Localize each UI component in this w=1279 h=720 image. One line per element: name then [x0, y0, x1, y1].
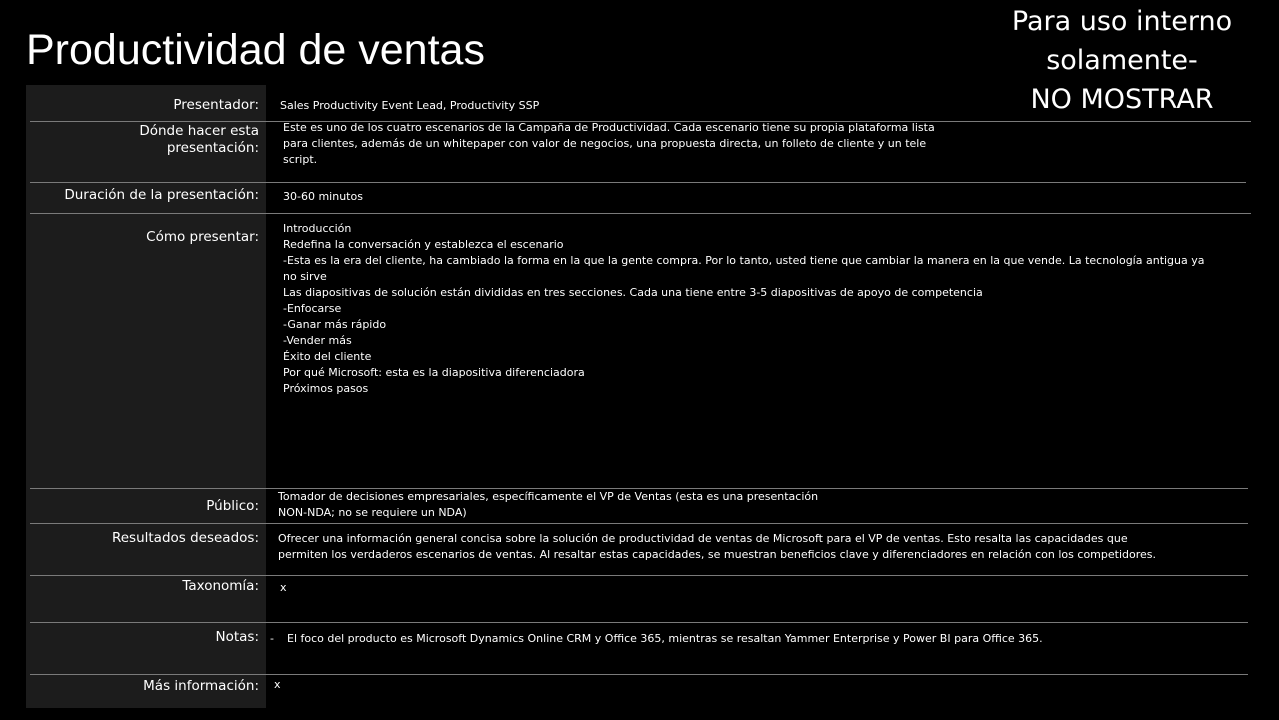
internal-use-notice — [1000, 2, 1244, 119]
audience-label: Público: — [206, 498, 259, 514]
results-value — [278, 531, 1156, 563]
how-line: Éxito del cliente — [283, 350, 372, 363]
notes-label: Notas: — [215, 629, 259, 645]
results-line: Ofrecer una información general concisa sobre la solución de productividad de ventas de Microsoft para el VP de ventas. Esto resalta las capacidades que — [278, 532, 1128, 545]
more-info-text: x — [274, 678, 281, 691]
taxonomy-label: Taxonomía: — [182, 578, 259, 594]
notes-bullet — [270, 631, 274, 647]
notes-value — [287, 631, 1043, 647]
row-divider — [30, 213, 1251, 214]
how-label: Cómo presentar: — [146, 229, 259, 245]
how-line: no sirve — [283, 270, 327, 283]
notes-bullet-mark: - — [270, 632, 274, 645]
how-value — [283, 221, 1205, 397]
how-line: Redefina la conversación y establezca el escenario — [283, 238, 564, 251]
where-line: Este es uno de los cuatro escenarios de la Campaña de Productividad. Cada escenario tiene su propia plataforma lista — [283, 121, 935, 134]
where-line: script. — [283, 153, 318, 166]
more-info-label: Más información: — [143, 678, 259, 694]
presenter-value — [280, 98, 539, 114]
how-line: Por qué Microsoft: esta es la diapositiva diferenciadora — [283, 366, 585, 379]
page-title: Productividad de ventas — [26, 26, 485, 74]
row-divider — [30, 182, 1246, 183]
how-line: Las diapositivas de solución están divididas en tres secciones. Cada una tiene entre 3-5 diapositivas de apoyo de competencia — [283, 286, 983, 299]
how-line: -Ganar más rápido — [283, 318, 387, 331]
audience-value — [278, 489, 818, 521]
notice-line-2: solamente- — [1046, 45, 1198, 76]
how-line: -Vender más — [283, 334, 352, 347]
audience-line: Tomador de decisiones empresariales, específicamente el VP de Ventas (esta es una presentación — [278, 490, 819, 503]
how-line: -Esta es la era del cliente, ha cambiado la forma en la que la gente compra. Por lo tanto, usted tiene que cambiar la manera en la que vende. La tecnología antigua ya — [283, 254, 1205, 267]
presenter-label: Presentador: — [173, 97, 259, 113]
taxonomy-text: x — [280, 581, 287, 594]
where-label-line-2: presentación: — [166, 140, 259, 156]
notice-line-3: NO MOSTRAR — [1030, 84, 1214, 115]
row-divider — [30, 575, 1248, 576]
taxonomy-value — [280, 580, 287, 596]
duration-value — [283, 189, 363, 205]
results-label: Resultados deseados: — [111, 530, 259, 546]
where-label — [26, 123, 259, 157]
results-line: permiten los verdaderos escenarios de ventas. Al resaltar estas capacidades, se muestran beneficios clave y diferenciadores en relación con los competidores. — [278, 548, 1156, 561]
row-divider — [30, 523, 1248, 524]
row-divider — [30, 622, 1248, 623]
audience-line: NON-NDA; no se requiere un NDA) — [278, 506, 467, 519]
presenter-text: Sales Productivity Event Lead, Productivity SSP — [280, 99, 540, 112]
how-line: -Enfocarse — [283, 302, 342, 315]
how-line: Introducción — [283, 222, 352, 235]
duration-text: 30-60 minutos — [283, 190, 363, 203]
label-column — [26, 85, 266, 708]
duration-label: Duración de la presentación: — [64, 187, 259, 203]
row-divider — [30, 674, 1248, 675]
where-label-line-1: Dónde hacer esta — [139, 123, 259, 139]
notice-line-1: Para uso interno — [1011, 6, 1233, 37]
where-line: para clientes, además de un whitepaper con valor de negocios, una propuesta directa, un folleto de cliente y un tele — [283, 137, 927, 150]
how-line: Próximos pasos — [283, 382, 369, 395]
more-info-value — [274, 677, 281, 693]
notes-text: El foco del producto es Microsoft Dynamics Online CRM y Office 365, mientras se resaltan Yammer Enterprise y Power BI para Office 365. — [287, 632, 1043, 645]
where-value — [283, 120, 935, 168]
